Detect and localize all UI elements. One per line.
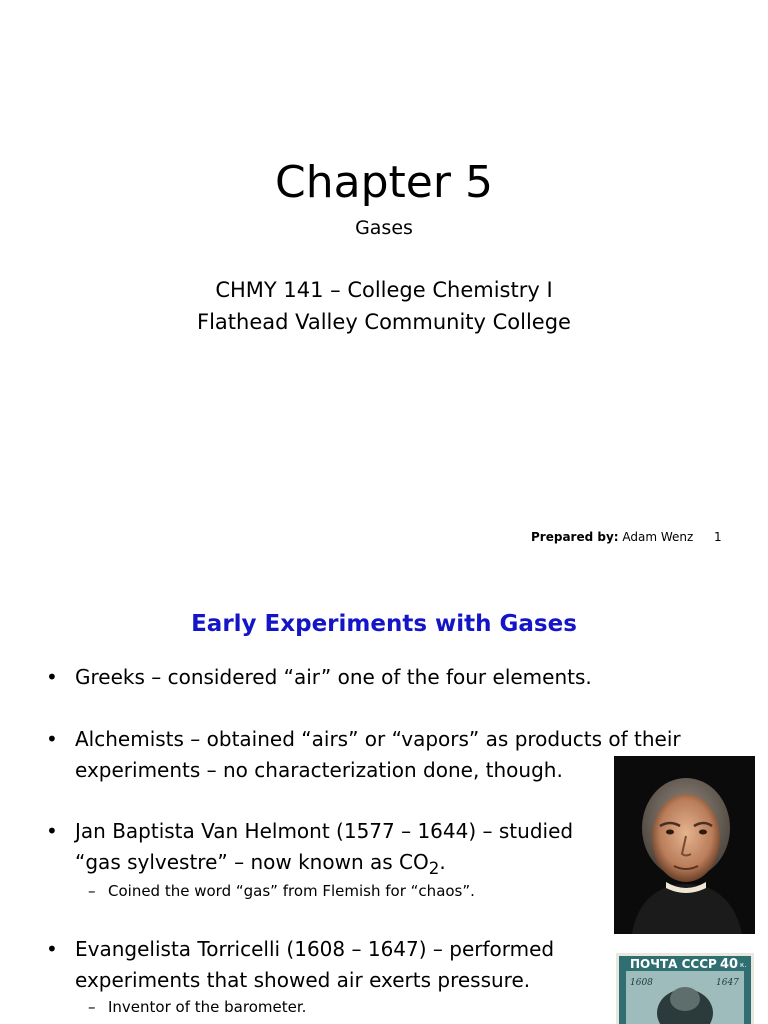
stamp-value: 40 xyxy=(720,957,739,972)
slide-subtitle: Gases xyxy=(355,217,413,239)
stamp-year-left: 1608 xyxy=(630,978,653,988)
slide-2 xyxy=(0,576,768,1024)
bullet-text: Greeks – considered “air” one of the four elements. xyxy=(75,665,592,689)
slide-heading: Early Experiments with Gases xyxy=(191,611,577,637)
sub-bullet-marker: – xyxy=(88,998,96,1016)
bullet-text-main: Jan Baptista Van Helmont (1577 – 1644) – studied “gas sylvestre” – now known as CO xyxy=(75,819,574,874)
stamp-value-unit: к. xyxy=(740,961,747,969)
sub-bullet-item xyxy=(88,997,306,1017)
slide-number: 1 xyxy=(714,530,722,544)
stamp-year-right: 1647 xyxy=(716,978,739,988)
bullet-text-end: . xyxy=(439,850,446,874)
bullet-item xyxy=(46,724,706,786)
college-name: Flathead Valley Community College xyxy=(197,310,571,334)
sub-bullet-text: Coined the word “gas” from Flemish for “chaos”. xyxy=(108,882,475,900)
bullet-text: Evangelista Torricelli (1608 – 1647) – performed experiments that showed air exerts pressure. xyxy=(75,937,555,992)
bullet-item xyxy=(46,816,606,884)
torricelli-stamp-image xyxy=(616,953,754,1024)
bullet-marker: • xyxy=(46,727,58,751)
bullet-marker: • xyxy=(46,937,58,961)
bullet-marker: • xyxy=(46,665,58,689)
stamp-header: ПОЧТА СССР xyxy=(630,957,717,971)
sub-bullet-text: Inventor of the barometer. xyxy=(108,998,307,1016)
bullet-text: Alchemists – obtained “airs” or “vapors” as products of their experiments – no characterization done, though. xyxy=(75,727,681,782)
slide-title: Chapter 5 xyxy=(275,157,493,208)
prepared-by-label: Prepared by: xyxy=(531,530,619,544)
slide-footer xyxy=(531,528,693,546)
sub-bullet-marker: – xyxy=(88,882,96,900)
bullet-item xyxy=(46,934,606,996)
bullet-item xyxy=(46,662,706,693)
subscript: 2 xyxy=(428,859,440,878)
sub-bullet-item xyxy=(88,881,475,901)
author-name: Adam Wenz xyxy=(622,530,694,544)
van-helmont-portrait-image xyxy=(614,756,755,934)
bullet-marker: • xyxy=(46,819,58,843)
bullet-text xyxy=(75,816,606,884)
course-name: CHMY 141 – College Chemistry I xyxy=(215,278,553,302)
